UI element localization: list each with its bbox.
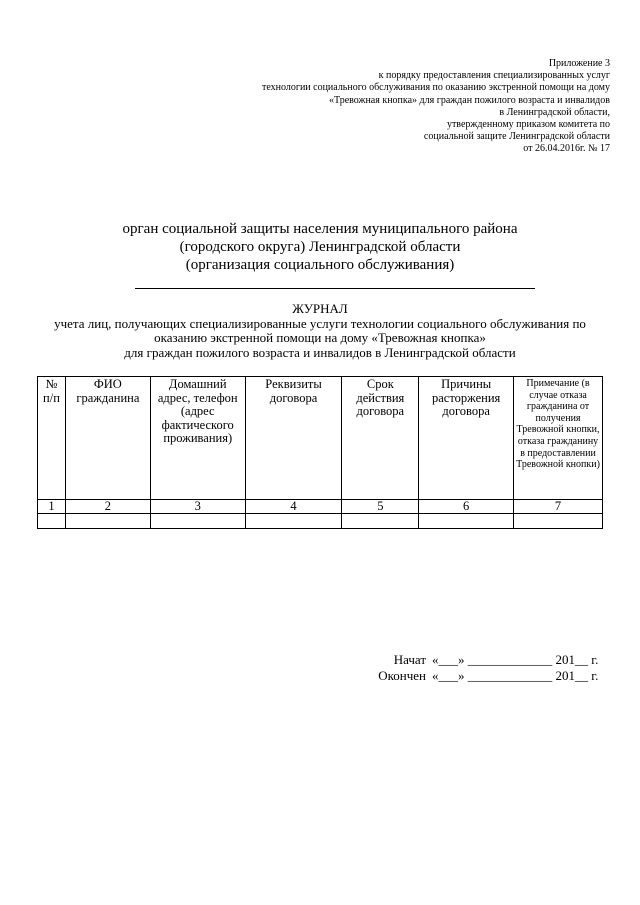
table-cell[interactable] bbox=[150, 514, 245, 529]
journal-subtitle-line: оказанию экстренной помощи на дому «Тревожная кнопка» bbox=[154, 330, 486, 345]
appendix-line: социальной защите Ленинградской области bbox=[423, 131, 610, 143]
table-header-row bbox=[38, 377, 603, 500]
appendix-line: Приложение 3 bbox=[548, 58, 610, 69]
column-number-cell: 5 bbox=[342, 500, 419, 514]
organization-line: орган социальной защиты населения муниципального района bbox=[122, 221, 518, 237]
journal-heading bbox=[0, 302, 640, 360]
journal-subtitle-line: для граждан пожилого возраста и инвалидов в Ленинградской области bbox=[124, 344, 516, 360]
appendix-line: утвержденному приказом комитета по bbox=[446, 119, 610, 131]
column-number-cell: 7 bbox=[514, 500, 603, 514]
appendix-block bbox=[262, 58, 610, 156]
organization-underline bbox=[135, 288, 535, 289]
header-contract-term: Срок действия договора bbox=[342, 377, 419, 500]
table-row bbox=[38, 500, 603, 514]
header-full-name: ФИО гражданина bbox=[65, 377, 150, 500]
appendix-line: технологии социального обслуживания по оказанию экстренной помощи на дому bbox=[261, 82, 610, 94]
journal-title: ЖУРНАЛ bbox=[292, 301, 348, 316]
organization-line: (организация социального обслуживания) bbox=[185, 257, 455, 273]
appendix-line: в Ленинградской области, bbox=[499, 106, 610, 118]
ended-date-field[interactable]: «___» _____________ 201__ г. bbox=[432, 668, 599, 683]
header-contract-details: Реквизиты договора bbox=[245, 377, 342, 500]
journal-dates bbox=[360, 652, 598, 684]
started-date-field[interactable]: «___» _____________ 201__ г. bbox=[432, 652, 599, 667]
header-address: Домашний адрес, телефон (адрес фактического проживания) bbox=[150, 377, 245, 500]
header-number: № п/п bbox=[38, 377, 66, 500]
organization-heading bbox=[0, 220, 640, 274]
table-cell[interactable] bbox=[514, 514, 603, 529]
ended-row bbox=[360, 668, 598, 684]
journal-subtitle-line: учета лиц, получающих специализированные услуги технологии социального обслуживания по bbox=[54, 315, 586, 331]
table-cell[interactable] bbox=[245, 514, 342, 529]
column-number-cell: 4 bbox=[245, 500, 342, 514]
column-number-cell: 2 bbox=[65, 500, 150, 514]
table-cell[interactable] bbox=[65, 514, 150, 529]
appendix-line: от 26.04.2016г. № 17 bbox=[523, 143, 610, 155]
table-cell[interactable] bbox=[419, 514, 514, 529]
appendix-line: к порядку предоставления специализированных услуг bbox=[378, 70, 610, 82]
started-row bbox=[360, 652, 598, 668]
organization-line: (городского округа) Ленинградской области bbox=[179, 239, 461, 255]
column-number-cell: 1 bbox=[38, 500, 66, 514]
header-note: Примечание (в случае отказа гражданина от получения Тревожной кнопки, отказа гражданину в предоставлении Тревожной кнопки) bbox=[514, 377, 603, 500]
appendix-line: «Тревожная кнопка» для граждан пожилого возраста и инвалидов bbox=[328, 94, 610, 106]
table-cell[interactable] bbox=[38, 514, 66, 529]
table-cell[interactable] bbox=[342, 514, 419, 529]
table-row bbox=[38, 514, 603, 529]
column-number-cell: 3 bbox=[150, 500, 245, 514]
column-number-cell: 6 bbox=[419, 500, 514, 514]
journal-table bbox=[37, 376, 603, 529]
ended-label: Окончен bbox=[378, 668, 426, 683]
started-label: Начат bbox=[393, 652, 426, 667]
header-termination-reasons: Причины расторжения договора bbox=[419, 377, 514, 500]
